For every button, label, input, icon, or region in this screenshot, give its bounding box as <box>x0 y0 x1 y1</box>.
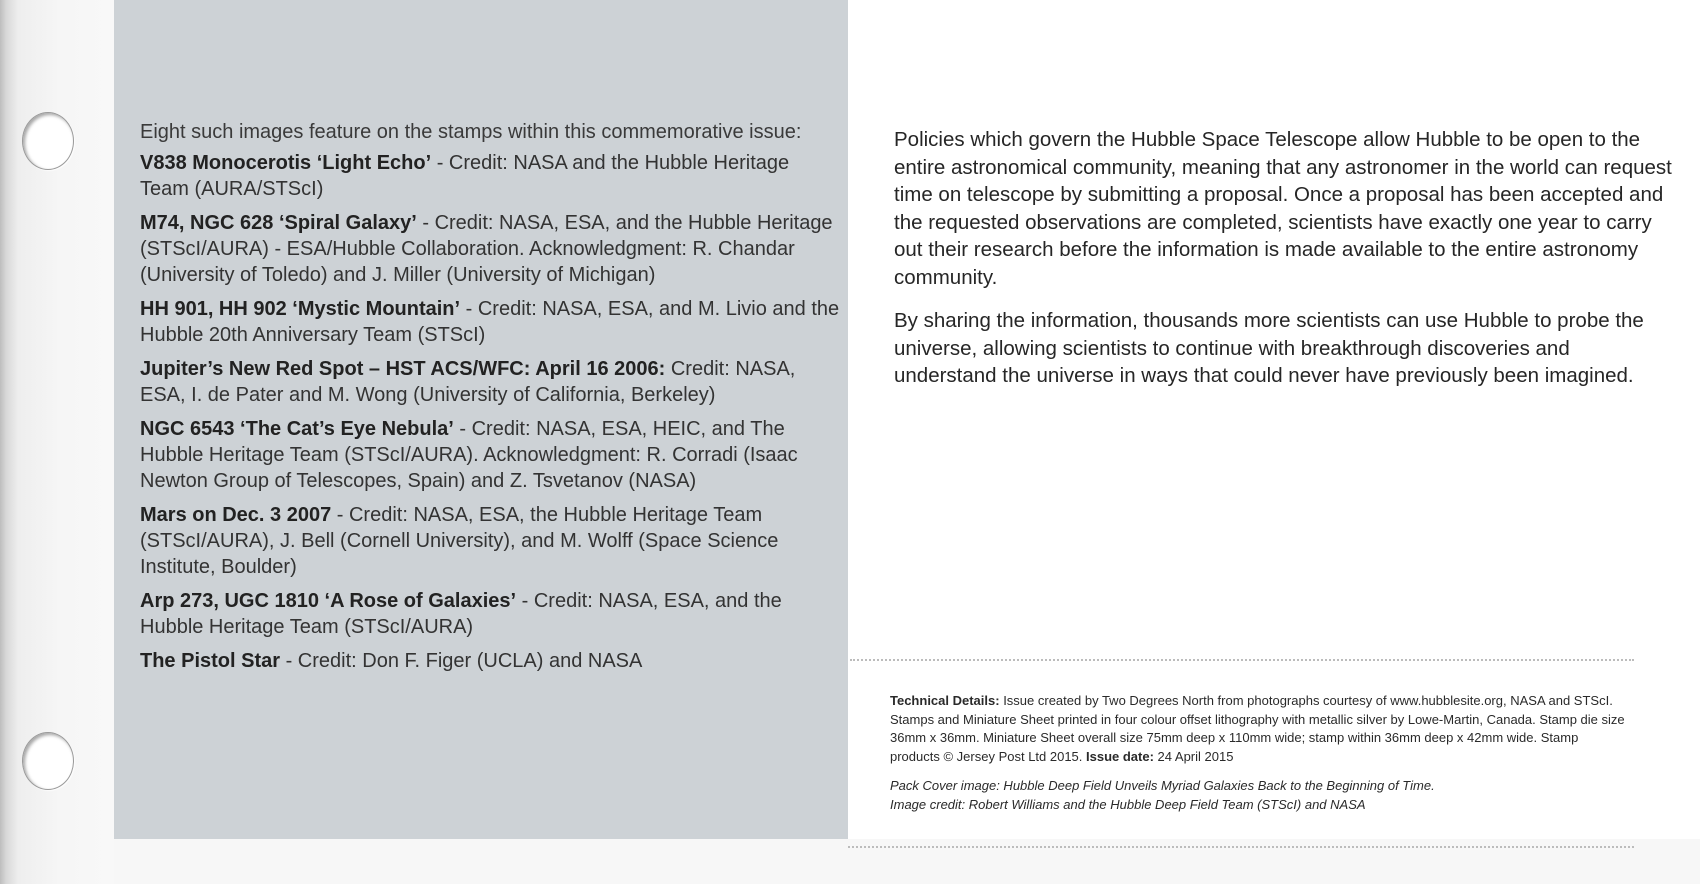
credit-entry-text: - Credit: NASA, ESA, HEIC, and The Hubble Heritage Team (STScI/AURA). Acknowledgment: R. Corradi (Isaac Newton Group of Telescopes, Spain) and Z. Tsvetanov (NASA) <box>140 418 798 492</box>
credit-entry <box>140 150 840 202</box>
credit-entry-title: V838 Monocerotis ‘Light Echo’ <box>140 152 432 174</box>
policy-paragraph: Policies which govern the Hubble Space Telescope allow Hubble to be open to the entire astronomical community, meaning that any astronomer in the world can request time on telescope by submitting a proposal. Once a proposal has been accepted and the requested observations are completed, scientists have exactly one year to carry out their research before the information is made available to the entire astronomy community. <box>894 128 1672 289</box>
credit-entry-title: Jupiter’s New Red Spot – HST ACS/WFC: April 16 2006: <box>140 358 666 380</box>
issue-date-label: Issue date: <box>1086 748 1154 764</box>
credit-entry <box>140 588 840 640</box>
credit-entry-title: The Pistol Star <box>140 650 281 672</box>
credit-entry <box>140 210 840 288</box>
credits-intro: Eight such images feature on the stamps within this commemorative issue: <box>140 121 802 143</box>
technical-details <box>890 692 1630 766</box>
cover-image-credit: Image credit: Robert Williams and the Hubble Deep Field Team (STScI) and NASA <box>890 797 1366 812</box>
credit-entry <box>140 502 840 580</box>
credit-entry-title: Mars on Dec. 3 2007 <box>140 504 332 526</box>
dotted-divider-bottom <box>848 846 1634 848</box>
credit-entry <box>140 416 840 494</box>
image-credits-list <box>140 119 840 682</box>
credit-entry-title: NGC 6543 ‘The Cat’s Eye Nebula’ <box>140 418 454 440</box>
punch-hole-bottom <box>22 732 74 790</box>
credit-entry-title: HH 901, HH 902 ‘Mystic Mountain’ <box>140 298 461 320</box>
binding-strip <box>0 0 114 884</box>
cover-credits <box>890 776 1630 814</box>
dotted-divider <box>850 659 1634 661</box>
credit-entry <box>140 648 840 674</box>
punch-hole-top <box>22 112 74 170</box>
sharing-paragraph: By sharing the information, thousands more scientists can use Hubble to probe the universe, allowing scientists to continue with breakthrough discoveries and understand the universe in ways that could never have previously been imagined. <box>894 309 1644 387</box>
credit-entry-text: - Credit: NASA, ESA, and the Hubble Heritage Team (STScI/AURA) <box>140 590 782 638</box>
credit-entry-text: - Credit: Don F. Figer (UCLA) and NASA <box>280 650 643 672</box>
technical-details-text: Issue created by Two Degrees North from photographs courtesy of www.hubblesite.org, NASA and STScI. Stamps and Miniature Sheet printed in four colour offset lithography with metallic silver by Lowe-Martin, Canada. Stamp die size 36mm x 36mm. Miniature Sheet overall size 75mm deep x 110mm wide; stamp within 36mm deep x 42mm wide. Stamp products © Jersey Post Ltd 2015. <box>890 693 1625 764</box>
credit-entry-text: - Credit: NASA and the Hubble Heritage Team (AURA/STScI) <box>140 152 790 200</box>
policy-text <box>894 126 1674 406</box>
credit-entry-text: Credit: NASA, ESA, I. de Pater and M. Wong (University of California, Berkeley) <box>140 358 796 406</box>
credit-entry-text: - Credit: NASA, ESA, the Hubble Heritage Team (STScI/AURA), J. Bell (Cornell University), and M. Wolff (Space Science Institute, Boulder) <box>140 504 779 578</box>
issue-date-value: 24 April 2015 <box>1153 748 1234 764</box>
credit-entry-title: M74, NGC 628 ‘Spiral Galaxy’ <box>140 212 417 234</box>
credit-entry-text: - Credit: NASA, ESA, and M. Livio and the Hubble 20th Anniversary Team (STScI) <box>140 298 840 346</box>
technical-details-label: Technical Details: <box>890 693 1000 708</box>
cover-image-caption: Pack Cover image: Hubble Deep Field Unveils Myriad Galaxies Back to the Beginning of Time. <box>890 778 1435 793</box>
credit-entry-text: - Credit: NASA, ESA, and the Hubble Heritage (STScI/AURA) - ESA/Hubble Collaboration. Acknowledgment: R. Chandar (University of Toledo) and J. Miller (University of Michigan) <box>140 212 833 286</box>
credit-entry <box>140 296 840 348</box>
image-credits-panel <box>114 0 848 839</box>
credit-entry-title: Arp 273, UGC 1810 ‘A Rose of Galaxies’ <box>140 590 517 612</box>
credit-entry <box>140 356 840 408</box>
